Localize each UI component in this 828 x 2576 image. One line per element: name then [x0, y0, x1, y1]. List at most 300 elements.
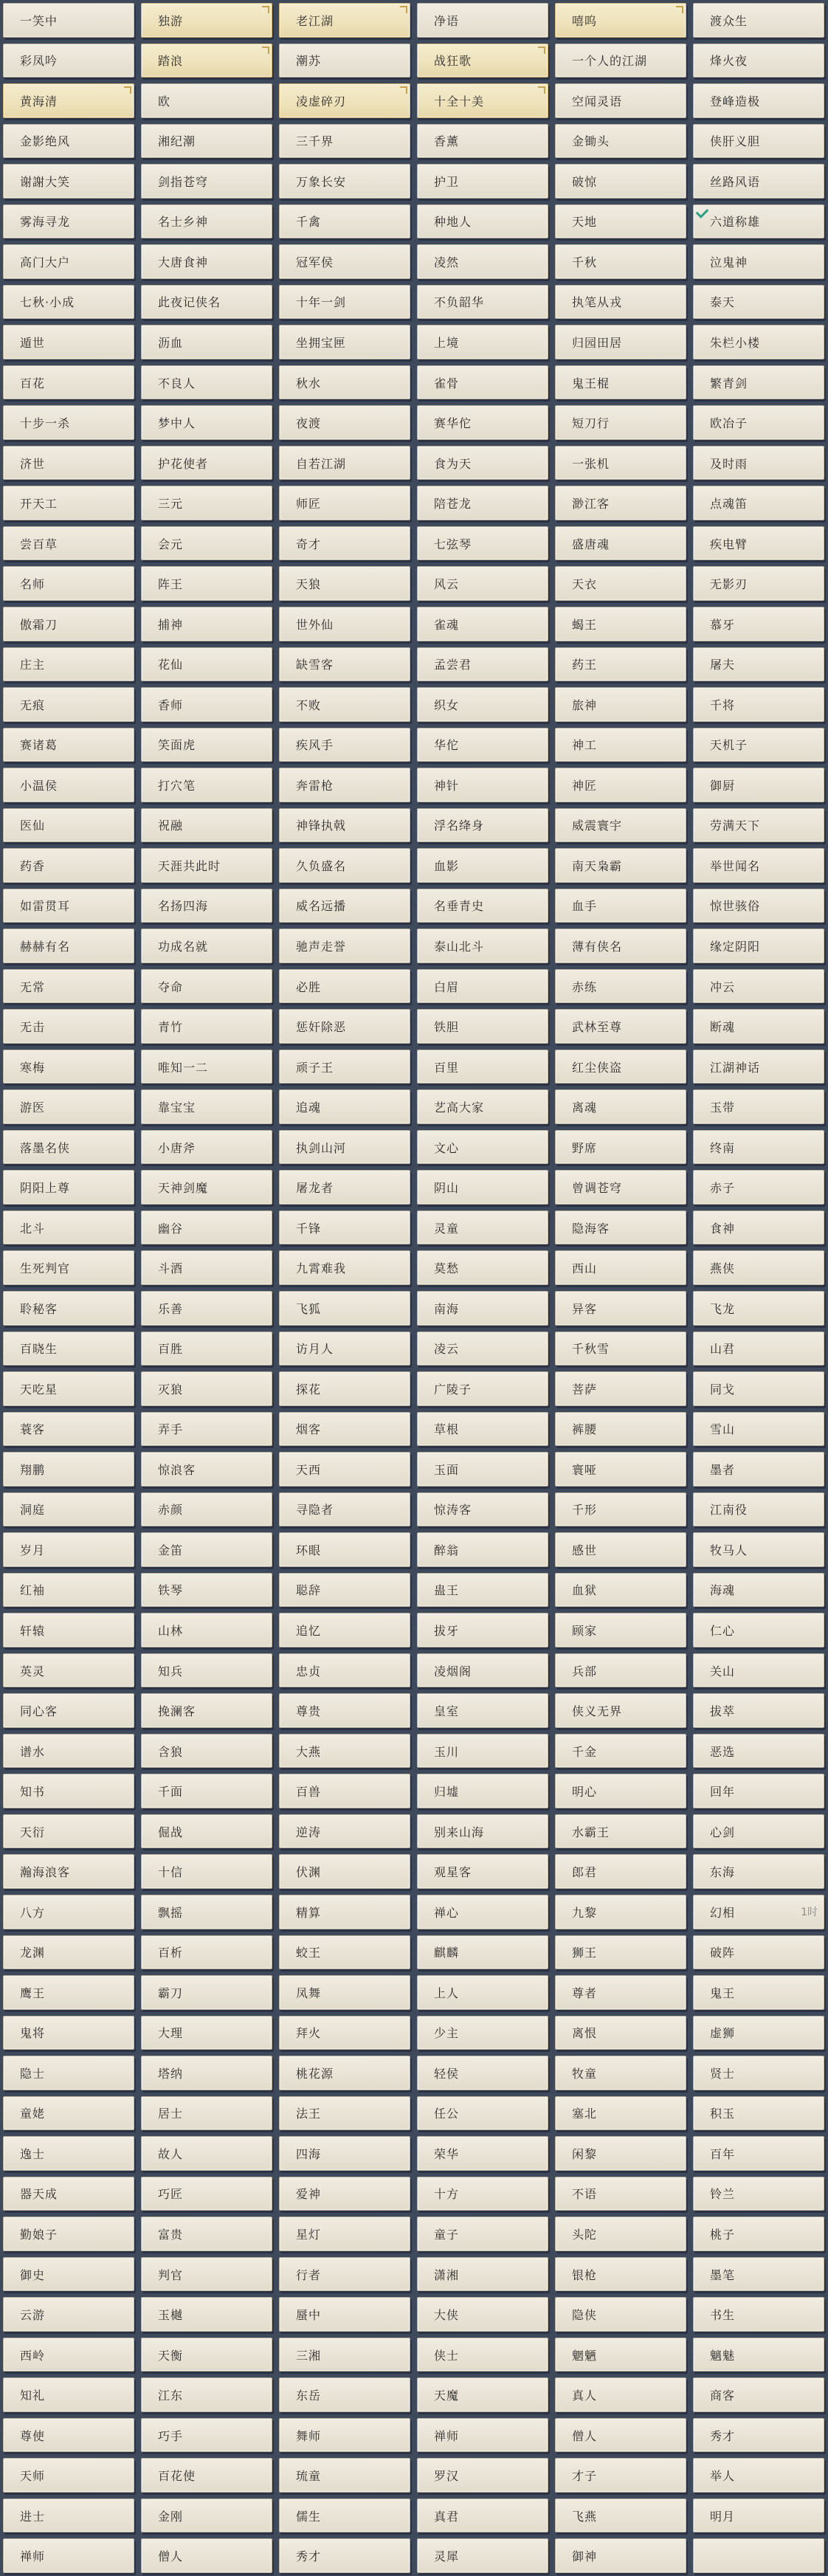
- title-tile[interactable]: [417, 808, 548, 843]
- title-tile[interactable]: [555, 607, 686, 641]
- title-tile[interactable]: [3, 2338, 134, 2372]
- title-tile[interactable]: [417, 1050, 548, 1084]
- title-tile[interactable]: [279, 2498, 410, 2533]
- title-tile[interactable]: [3, 1210, 134, 1245]
- title-tile[interactable]: [555, 1412, 686, 1447]
- title-tile[interactable]: [693, 1734, 824, 1769]
- title-tile[interactable]: [555, 1774, 686, 1808]
- title-tile[interactable]: [3, 1452, 134, 1487]
- title-tile[interactable]: [693, 889, 824, 923]
- title-tile[interactable]: [693, 1170, 824, 1205]
- title-tile[interactable]: [279, 164, 410, 199]
- title-tile[interactable]: [279, 1895, 410, 1929]
- title-tile[interactable]: [417, 1693, 548, 1728]
- title-tile[interactable]: [555, 2458, 686, 2493]
- title-tile[interactable]: [417, 1734, 548, 1769]
- title-tile[interactable]: [141, 1734, 272, 1769]
- title-tile[interactable]: [141, 1371, 272, 1406]
- title-tile[interactable]: [141, 1774, 272, 1808]
- title-tile[interactable]: [555, 848, 686, 883]
- title-tile[interactable]: [417, 1613, 548, 1647]
- title-tile[interactable]: [279, 1573, 410, 1608]
- title-tile[interactable]: [693, 687, 824, 722]
- title-tile[interactable]: [279, 2418, 410, 2453]
- title-tile[interactable]: [279, 285, 410, 320]
- title-tile[interactable]: [279, 607, 410, 641]
- title-tile[interactable]: [555, 1935, 686, 1970]
- title-tile[interactable]: [555, 1170, 686, 1205]
- title-tile[interactable]: [417, 647, 548, 682]
- title-tile[interactable]: [279, 83, 410, 118]
- title-tile[interactable]: [693, 848, 824, 883]
- title-tile[interactable]: [141, 1935, 272, 1970]
- title-tile[interactable]: [417, 1492, 548, 1527]
- title-tile[interactable]: [3, 647, 134, 682]
- title-tile[interactable]: [3, 1613, 134, 1647]
- title-tile[interactable]: [417, 889, 548, 923]
- title-tile[interactable]: [693, 325, 824, 359]
- title-tile[interactable]: [555, 808, 686, 843]
- title-tile[interactable]: [693, 446, 824, 481]
- title-tile[interactable]: [693, 2136, 824, 2171]
- title-tile[interactable]: [555, 2217, 686, 2251]
- title-tile[interactable]: [693, 1774, 824, 1808]
- title-tile[interactable]: [141, 2177, 272, 2211]
- title-tile[interactable]: [693, 969, 824, 1004]
- title-tile[interactable]: [555, 1653, 686, 1688]
- title-tile[interactable]: [279, 2136, 410, 2171]
- title-tile[interactable]: [279, 2377, 410, 2412]
- title-tile[interactable]: [3, 1089, 134, 1124]
- title-tile[interactable]: [693, 3, 824, 38]
- title-tile[interactable]: [141, 405, 272, 440]
- title-tile[interactable]: [555, 2297, 686, 2332]
- title-tile[interactable]: [3, 728, 134, 762]
- title-tile[interactable]: [279, 2297, 410, 2332]
- title-tile[interactable]: [693, 1250, 824, 1285]
- title-tile[interactable]: [279, 2096, 410, 2131]
- title-tile[interactable]: [141, 1452, 272, 1487]
- title-tile[interactable]: [693, 124, 824, 159]
- title-tile[interactable]: [279, 204, 410, 239]
- title-tile[interactable]: [693, 2056, 824, 2090]
- title-tile[interactable]: [693, 2297, 824, 2332]
- title-tile[interactable]: [141, 83, 272, 118]
- title-tile[interactable]: [555, 687, 686, 722]
- title-tile[interactable]: [693, 2016, 824, 2050]
- title-tile[interactable]: [417, 1009, 548, 1044]
- title-tile[interactable]: [417, 124, 548, 159]
- title-tile[interactable]: [141, 1050, 272, 1084]
- title-tile[interactable]: [693, 1050, 824, 1084]
- title-tile[interactable]: [3, 365, 134, 400]
- title-tile[interactable]: [279, 2458, 410, 2493]
- title-tile[interactable]: [3, 1653, 134, 1688]
- title-tile[interactable]: [3, 687, 134, 722]
- title-tile[interactable]: [279, 405, 410, 440]
- title-tile[interactable]: [141, 728, 272, 762]
- title-tile[interactable]: [693, 1089, 824, 1124]
- title-tile[interactable]: [417, 1250, 548, 1285]
- title-tile[interactable]: [693, 244, 824, 279]
- title-tile[interactable]: [279, 728, 410, 762]
- title-tile[interactable]: [417, 204, 548, 239]
- title-tile[interactable]: [693, 1332, 824, 1366]
- title-tile[interactable]: [693, 1492, 824, 1527]
- title-tile[interactable]: [141, 1854, 272, 1889]
- title-tile[interactable]: [3, 2096, 134, 2131]
- title-tile[interactable]: [141, 2257, 272, 2292]
- title-tile[interactable]: [3, 2377, 134, 2412]
- title-tile[interactable]: [555, 2418, 686, 2453]
- title-tile[interactable]: [693, 405, 824, 440]
- title-tile[interactable]: [279, 2056, 410, 2090]
- title-tile[interactable]: [417, 3, 548, 38]
- title-tile[interactable]: [693, 1412, 824, 1447]
- title-tile[interactable]: [279, 647, 410, 682]
- title-tile[interactable]: [693, 1210, 824, 1245]
- title-tile[interactable]: [555, 2056, 686, 2090]
- title-tile[interactable]: [141, 2498, 272, 2533]
- title-tile[interactable]: [693, 1291, 824, 1326]
- title-tile[interactable]: [417, 2498, 548, 2533]
- title-tile[interactable]: [3, 83, 134, 118]
- title-tile[interactable]: [3, 2418, 134, 2453]
- title-tile[interactable]: [693, 929, 824, 963]
- title-tile[interactable]: [555, 969, 686, 1004]
- title-tile[interactable]: [141, 2538, 272, 2573]
- title-tile[interactable]: [279, 768, 410, 802]
- title-tile[interactable]: [693, 1975, 824, 2010]
- title-tile[interactable]: [279, 1975, 410, 2010]
- title-tile[interactable]: [141, 808, 272, 843]
- title-tile[interactable]: [417, 1291, 548, 1326]
- title-tile[interactable]: [141, 2338, 272, 2372]
- title-tile[interactable]: [3, 1774, 134, 1808]
- title-tile[interactable]: [279, 2338, 410, 2372]
- title-tile[interactable]: [417, 929, 548, 963]
- title-tile[interactable]: [141, 969, 272, 1004]
- title-tile[interactable]: [417, 2177, 548, 2211]
- title-tile[interactable]: [555, 2096, 686, 2131]
- title-tile[interactable]: [279, 124, 410, 159]
- title-tile[interactable]: [3, 2217, 134, 2251]
- title-tile[interactable]: [279, 1492, 410, 1527]
- title-tile[interactable]: [693, 1613, 824, 1647]
- title-tile[interactable]: [279, 889, 410, 923]
- title-tile[interactable]: [141, 204, 272, 239]
- title-tile[interactable]: [417, 1774, 548, 1808]
- title-tile[interactable]: [279, 969, 410, 1004]
- title-tile[interactable]: [279, 929, 410, 963]
- title-tile[interactable]: [555, 405, 686, 440]
- title-tile[interactable]: [3, 1975, 134, 2010]
- title-tile[interactable]: [417, 1975, 548, 2010]
- title-tile[interactable]: [3, 44, 134, 78]
- title-tile[interactable]: [141, 1412, 272, 1447]
- title-tile[interactable]: [555, 2377, 686, 2412]
- title-tile[interactable]: [3, 1050, 134, 1084]
- title-tile[interactable]: [555, 1532, 686, 1567]
- title-tile[interactable]: [555, 1050, 686, 1084]
- title-tile[interactable]: [3, 1693, 134, 1728]
- title-tile[interactable]: [417, 405, 548, 440]
- title-tile[interactable]: [693, 2257, 824, 2292]
- title-tile[interactable]: [555, 164, 686, 199]
- title-tile[interactable]: [693, 1653, 824, 1688]
- title-tile[interactable]: [417, 848, 548, 883]
- title-tile[interactable]: [417, 2257, 548, 2292]
- title-tile[interactable]: [3, 3, 134, 38]
- title-tile[interactable]: [3, 325, 134, 359]
- title-tile[interactable]: [141, 1653, 272, 1688]
- title-tile[interactable]: [417, 1452, 548, 1487]
- title-tile[interactable]: [3, 446, 134, 481]
- title-tile[interactable]: [279, 1613, 410, 1647]
- title-tile[interactable]: [693, 728, 824, 762]
- title-tile[interactable]: [555, 1250, 686, 1285]
- title-tile[interactable]: [141, 1573, 272, 1608]
- title-tile[interactable]: [141, 1210, 272, 1245]
- title-tile[interactable]: [3, 164, 134, 199]
- title-tile[interactable]: [3, 969, 134, 1004]
- title-tile[interactable]: [141, 566, 272, 601]
- title-tile[interactable]: [3, 1291, 134, 1326]
- title-tile[interactable]: [141, 2297, 272, 2332]
- title-tile[interactable]: [141, 2377, 272, 2412]
- title-tile[interactable]: [141, 607, 272, 641]
- title-tile[interactable]: [693, 1895, 824, 1929]
- title-tile[interactable]: [417, 1653, 548, 1688]
- title-tile[interactable]: [279, 2217, 410, 2251]
- title-tile[interactable]: [279, 808, 410, 843]
- title-tile[interactable]: [693, 2338, 824, 2372]
- title-tile[interactable]: [555, 1492, 686, 1527]
- title-tile[interactable]: [141, 1492, 272, 1527]
- title-tile[interactable]: [417, 1854, 548, 1889]
- title-tile[interactable]: [417, 164, 548, 199]
- title-tile[interactable]: [279, 1452, 410, 1487]
- title-tile[interactable]: [555, 929, 686, 963]
- title-tile[interactable]: [141, 1332, 272, 1366]
- title-tile[interactable]: [3, 808, 134, 843]
- title-tile[interactable]: [141, 889, 272, 923]
- title-tile[interactable]: [279, 486, 410, 520]
- title-tile[interactable]: [417, 1412, 548, 1447]
- title-tile[interactable]: [693, 44, 824, 78]
- title-tile[interactable]: [279, 1935, 410, 1970]
- title-tile[interactable]: [555, 44, 686, 78]
- title-tile[interactable]: [693, 2377, 824, 2412]
- title-tile[interactable]: [693, 526, 824, 561]
- title-tile[interactable]: [555, 1130, 686, 1165]
- title-tile[interactable]: [555, 446, 686, 481]
- title-tile[interactable]: [693, 647, 824, 682]
- title-tile[interactable]: [555, 83, 686, 118]
- title-tile[interactable]: [279, 244, 410, 279]
- title-tile[interactable]: [279, 1653, 410, 1688]
- title-tile[interactable]: [3, 486, 134, 520]
- title-tile[interactable]: [417, 1814, 548, 1849]
- title-tile[interactable]: [693, 2177, 824, 2211]
- title-tile[interactable]: [279, 2016, 410, 2050]
- title-tile[interactable]: [3, 848, 134, 883]
- title-tile[interactable]: [141, 526, 272, 561]
- title-tile[interactable]: [555, 486, 686, 520]
- title-tile[interactable]: [3, 244, 134, 279]
- title-tile[interactable]: [693, 1573, 824, 1608]
- title-tile[interactable]: [555, 325, 686, 359]
- title-tile[interactable]: [417, 2217, 548, 2251]
- title-tile[interactable]: [141, 2458, 272, 2493]
- title-tile[interactable]: [693, 2498, 824, 2533]
- title-tile[interactable]: [279, 1250, 410, 1285]
- title-tile[interactable]: [555, 1009, 686, 1044]
- title-tile[interactable]: [417, 486, 548, 520]
- title-tile[interactable]: [417, 2418, 548, 2453]
- title-tile[interactable]: [417, 365, 548, 400]
- title-tile[interactable]: [279, 3, 410, 38]
- title-tile[interactable]: [141, 1975, 272, 2010]
- title-tile[interactable]: [693, 1814, 824, 1849]
- title-tile[interactable]: [417, 2458, 548, 2493]
- title-tile[interactable]: [3, 889, 134, 923]
- title-tile[interactable]: [555, 2016, 686, 2050]
- title-tile[interactable]: [279, 1532, 410, 1567]
- title-tile[interactable]: [279, 2538, 410, 2573]
- title-tile[interactable]: [279, 446, 410, 481]
- title-tile[interactable]: [693, 768, 824, 802]
- title-tile[interactable]: [693, 1532, 824, 1567]
- title-tile[interactable]: [3, 1814, 134, 1849]
- title-tile[interactable]: [417, 2016, 548, 2050]
- title-tile[interactable]: [141, 1009, 272, 1044]
- title-tile[interactable]: [555, 1854, 686, 1889]
- title-tile[interactable]: [555, 768, 686, 802]
- title-tile[interactable]: [141, 164, 272, 199]
- title-tile[interactable]: [555, 285, 686, 320]
- title-tile[interactable]: [555, 1210, 686, 1245]
- title-tile[interactable]: [3, 2056, 134, 2090]
- title-tile[interactable]: [279, 1130, 410, 1165]
- title-tile[interactable]: [555, 889, 686, 923]
- title-tile[interactable]: [141, 2136, 272, 2171]
- title-tile[interactable]: [3, 929, 134, 963]
- title-tile[interactable]: [141, 2056, 272, 2090]
- title-tile[interactable]: [3, 1532, 134, 1567]
- title-tile[interactable]: [279, 2257, 410, 2292]
- title-tile[interactable]: [417, 1573, 548, 1608]
- title-tile[interactable]: [3, 526, 134, 561]
- title-tile[interactable]: [3, 1332, 134, 1366]
- title-tile[interactable]: [417, 1130, 548, 1165]
- title-tile[interactable]: [279, 365, 410, 400]
- title-tile[interactable]: [693, 2458, 824, 2493]
- title-tile[interactable]: [279, 566, 410, 601]
- title-tile[interactable]: [693, 1854, 824, 1889]
- title-tile[interactable]: [3, 1854, 134, 1889]
- title-tile[interactable]: [141, 1895, 272, 1929]
- title-tile[interactable]: [3, 607, 134, 641]
- title-tile[interactable]: [3, 2177, 134, 2211]
- title-tile[interactable]: [555, 1573, 686, 1608]
- title-tile[interactable]: [417, 607, 548, 641]
- title-tile[interactable]: [141, 647, 272, 682]
- title-tile[interactable]: [417, 1332, 548, 1366]
- title-tile[interactable]: [141, 2096, 272, 2131]
- title-tile[interactable]: [555, 2338, 686, 2372]
- title-tile[interactable]: [693, 808, 824, 843]
- title-tile[interactable]: [141, 1532, 272, 1567]
- title-tile[interactable]: [417, 1895, 548, 1929]
- title-tile[interactable]: [141, 1291, 272, 1326]
- title-tile[interactable]: [141, 2217, 272, 2251]
- title-tile[interactable]: [141, 2016, 272, 2050]
- title-tile[interactable]: [417, 285, 548, 320]
- title-tile[interactable]: [693, 164, 824, 199]
- title-tile[interactable]: [3, 405, 134, 440]
- title-tile[interactable]: [141, 325, 272, 359]
- title-tile[interactable]: [693, 285, 824, 320]
- title-tile[interactable]: [693, 566, 824, 601]
- title-tile[interactable]: [141, 848, 272, 883]
- title-tile[interactable]: [555, 1291, 686, 1326]
- title-tile[interactable]: [3, 2458, 134, 2493]
- title-tile[interactable]: [417, 2056, 548, 2090]
- title-tile[interactable]: [417, 325, 548, 359]
- title-tile[interactable]: [417, 969, 548, 1004]
- title-tile[interactable]: [555, 3, 686, 38]
- title-tile[interactable]: [279, 1854, 410, 1889]
- title-tile[interactable]: [693, 365, 824, 400]
- title-tile[interactable]: [141, 365, 272, 400]
- title-tile[interactable]: [417, 1371, 548, 1406]
- title-tile[interactable]: [141, 1130, 272, 1165]
- title-tile[interactable]: [3, 1935, 134, 1970]
- title-tile[interactable]: [3, 1371, 134, 1406]
- title-tile[interactable]: [693, 1452, 824, 1487]
- title-tile[interactable]: [417, 1170, 548, 1205]
- title-tile[interactable]: [555, 728, 686, 762]
- title-tile[interactable]: [279, 526, 410, 561]
- title-tile[interactable]: [417, 2538, 548, 2573]
- title-tile[interactable]: [279, 1050, 410, 1084]
- title-tile[interactable]: [3, 124, 134, 159]
- title-tile[interactable]: [555, 124, 686, 159]
- title-tile[interactable]: [555, 2498, 686, 2533]
- title-tile[interactable]: [555, 1814, 686, 1849]
- title-tile[interactable]: [279, 44, 410, 78]
- title-tile[interactable]: [279, 1210, 410, 1245]
- title-tile[interactable]: [693, 2418, 824, 2453]
- title-tile[interactable]: [693, 83, 824, 118]
- title-tile[interactable]: [555, 2177, 686, 2211]
- title-tile[interactable]: [555, 1734, 686, 1769]
- title-tile[interactable]: [555, 204, 686, 239]
- title-tile[interactable]: [279, 1009, 410, 1044]
- title-tile[interactable]: [555, 1975, 686, 2010]
- title-tile[interactable]: [555, 1452, 686, 1487]
- title-tile[interactable]: [417, 728, 548, 762]
- title-tile[interactable]: [417, 446, 548, 481]
- title-tile[interactable]: [555, 566, 686, 601]
- title-tile[interactable]: [3, 285, 134, 320]
- title-tile[interactable]: [555, 1895, 686, 1929]
- title-tile[interactable]: [3, 1009, 134, 1044]
- title-tile[interactable]: [555, 2538, 686, 2573]
- title-tile[interactable]: [417, 83, 548, 118]
- title-tile[interactable]: [3, 2257, 134, 2292]
